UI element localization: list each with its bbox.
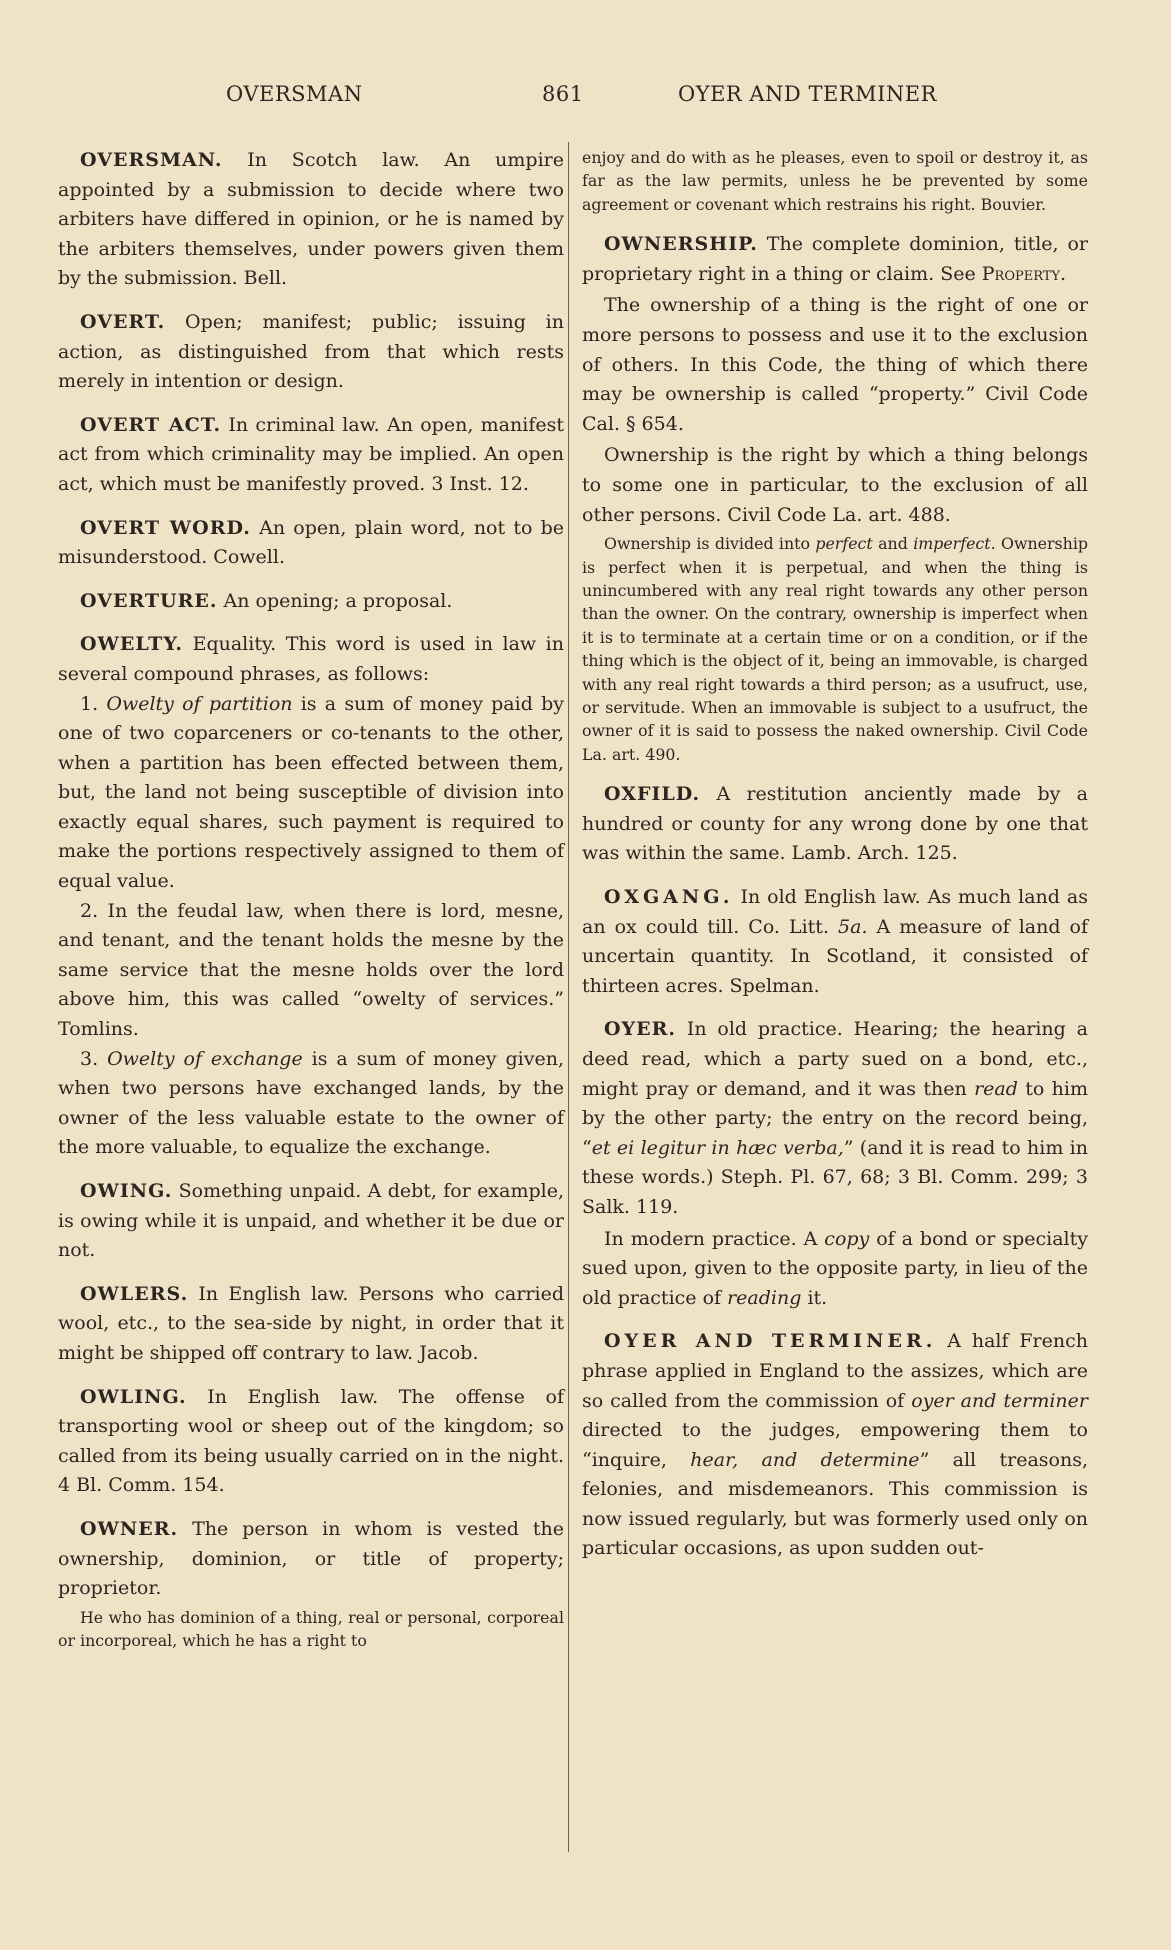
definition: In English law. The offense of transporting wool or sheep out of the kingdom; so called from its being usually carried on in the night. 4 Bl. Comm. 154.	[58, 1385, 565, 1497]
headword: OWING.	[80, 1180, 173, 1202]
headword: OXFILD.	[604, 783, 701, 806]
owelty-item-1: 1. Owelty of partition is a sum of money paid by one of two coparceners or co-tenants to the other, when a partition has been effected between them, but, the land not being susceptible of division into exactly equal shares, such payment is required to make the portions respectively assigned to them of equal value.	[58, 692, 564, 893]
headword: OVERTURE.	[80, 589, 218, 612]
owelty-intro	[58, 630, 564, 689]
headword: OWLING.	[80, 1385, 187, 1408]
owner-note-continued: enjoy and do with as he pleases, even to spoil or destroy it, as far as the law permits, unless he be prevented by some agreement or covenant which restrains his right. Bouvier.	[582, 148, 1088, 214]
definition: A restitution anciently made by a hundred or county for any wrong done by one that was within the same. Lamb. Arch. 125.	[582, 783, 1088, 865]
left-column	[58, 146, 564, 1667]
owner-note: He who has dominion of a thing, real or personal, corporeal or incorporeal, which he has a right to	[58, 1607, 564, 1651]
entry-owner	[58, 1515, 564, 1604]
entry-owling	[58, 1383, 564, 1501]
headword: OVERSMAN.	[80, 149, 223, 171]
entry-overture	[58, 587, 564, 617]
owelty-item-3: 3. Owelty of exchange is a sum of money given, when two persons have exchanged lands, by the owner of the less valuable estate to the owner of the more valuable, to equalize the exchange.	[58, 1047, 564, 1159]
definition: In Scotch law. An umpire appointed by a submission to decide where two arbiters have differed in opinion, or he is named by the arbiters themselves, under powers given them by the submission. Bell.	[58, 149, 564, 290]
entry-ownership	[582, 230, 1088, 289]
ownership-paragraph-2: The ownership of a thing is the right of one or more persons to possess and use it to the exclusion of others. In this Code, the thing of which there may be ownership is called “property.” Civil Code Cal. § 654.	[582, 294, 1088, 435]
definition: Open; manifest; public; issuing in action, as distinguished from that which rests merely in intention or design.	[58, 310, 564, 393]
entry-oyer-and-terminer: OYER AND TERMINER. A half French phrase applied in England to the assizes, which are so called from the commission of oyer and terminer directed to the judges, empowering them to “inquire, hear, and determine” all treasons, felonies, and misdemeanors. This commission is now issued regularly, but was formerly used only on particular occasions, as upon sudden out-	[582, 1330, 1089, 1560]
subterm: Owelty of exchange	[107, 1047, 303, 1070]
headword: OVERT WORD.	[80, 516, 251, 539]
entry-overt-act	[58, 411, 564, 500]
headword: OWNERSHIP.	[604, 233, 758, 256]
definition: An open, plain word, not to be misunderstood. Cowell.	[58, 516, 564, 569]
definition: Something unpaid. A debt, for example, is owing while it is unpaid, and whether it be due or not.	[58, 1180, 564, 1262]
page-number: 861	[542, 82, 584, 106]
owelty-item-2: 2. In the feudal law, when there is lord, mesne, and tenant, and the tenant holds the mesne by the same service that the mesne holds over the lord above him, this was called “owelty of services.” Tomlins.	[58, 899, 564, 1041]
right-column	[582, 146, 1088, 1566]
ownership-paragraph-3: Ownership is the right by which a thing belongs to some one in particular, to the exclusion of all other persons. Civil Code La. art. 488.	[582, 444, 1088, 526]
entry-overt-word	[58, 514, 564, 573]
headword: OYER.	[604, 1018, 677, 1041]
cross-reference: Property.	[981, 262, 1067, 285]
oyer-modern-practice: In modern practice. A copy of a bond or specialty sued upon, given to the opposite party, in lieu of the old practice of reading it.	[582, 1227, 1088, 1309]
entry-oyer: OYER. In old practice. Hearing; the hearing a deed read, which a party sued on a bond, etc., might pray or demand, and it was then read to him by the other party; the entry on the record being, “et ei legitur in hæc verba,” (and it is read to him in these words.) Steph. Pl. 67, 68; 3 Bl. Comm. 299; 3 Salk. 119.	[582, 1018, 1089, 1218]
definition: The person in whom is vested the ownership, dominion, or title of property; proprietor.	[58, 1517, 564, 1600]
headword: OWELTY.	[80, 633, 184, 656]
definition: An opening; a proposal.	[223, 589, 453, 612]
headword: OVERT ACT.	[80, 413, 222, 436]
headword: OWNER.	[80, 1517, 179, 1540]
headword: OWLERS.	[80, 1282, 189, 1305]
definition: In criminal law. An open, manifest act from which criminality may be implied. An open act, which must be manifestly proved. 3 Inst. 12.	[58, 413, 564, 495]
headword: OVERT.	[80, 310, 166, 333]
entry-owelty	[58, 630, 564, 1163]
header-right-guide-word: OYER AND TERMINER	[678, 82, 937, 106]
entry-owing	[58, 1177, 564, 1266]
definition: The complete dominion, title, or proprietary right in a thing or claim. See	[582, 233, 1088, 285]
entry-oxfild	[582, 780, 1088, 869]
definition: In English law. Persons who carried wool, etc., to the sea-side by night, in order that it might be shipped off contrary to law. Jacob.	[58, 1282, 564, 1364]
entry-oxgang: OXGANG. In old English law. As much land as an ox could till. Co. Litt. 5a. A measure of land of uncertain quantity. In Scotland, it consisted of thirteen acres. Spelman.	[582, 886, 1089, 997]
subterm: Owelty of partition	[106, 692, 293, 715]
entry-owlers	[58, 1280, 564, 1369]
headword: OXGANG.	[604, 886, 734, 908]
entry-overt	[58, 308, 564, 397]
headword: OYER AND TERMINER.	[604, 1330, 937, 1353]
ownership-note: Ownership is divided into perfect and imperfect. Ownership is perfect when it is perpetual, and when the thing is unincumbered with any real right towards any other person than the owner. On the contrary, ownership is imperfect when it is to terminate at a certain time or on a condition, or if the thing which is the object of it, being an immovable, is charged with any real right towards a third person; as a usufruct, use, or servitude. When an immovable is subject to a usufruct, the owner of it is said to possess the naked ownership. Civil Code La. art. 490.	[582, 534, 1089, 764]
definition: Equality. This word is used in law in several compound phrases, as follows:	[58, 633, 564, 685]
header-left-guide-word: OVERSMAN	[226, 82, 363, 106]
page-header	[56, 82, 1096, 116]
entry-oversman	[58, 146, 564, 294]
column-divider	[568, 142, 569, 1852]
